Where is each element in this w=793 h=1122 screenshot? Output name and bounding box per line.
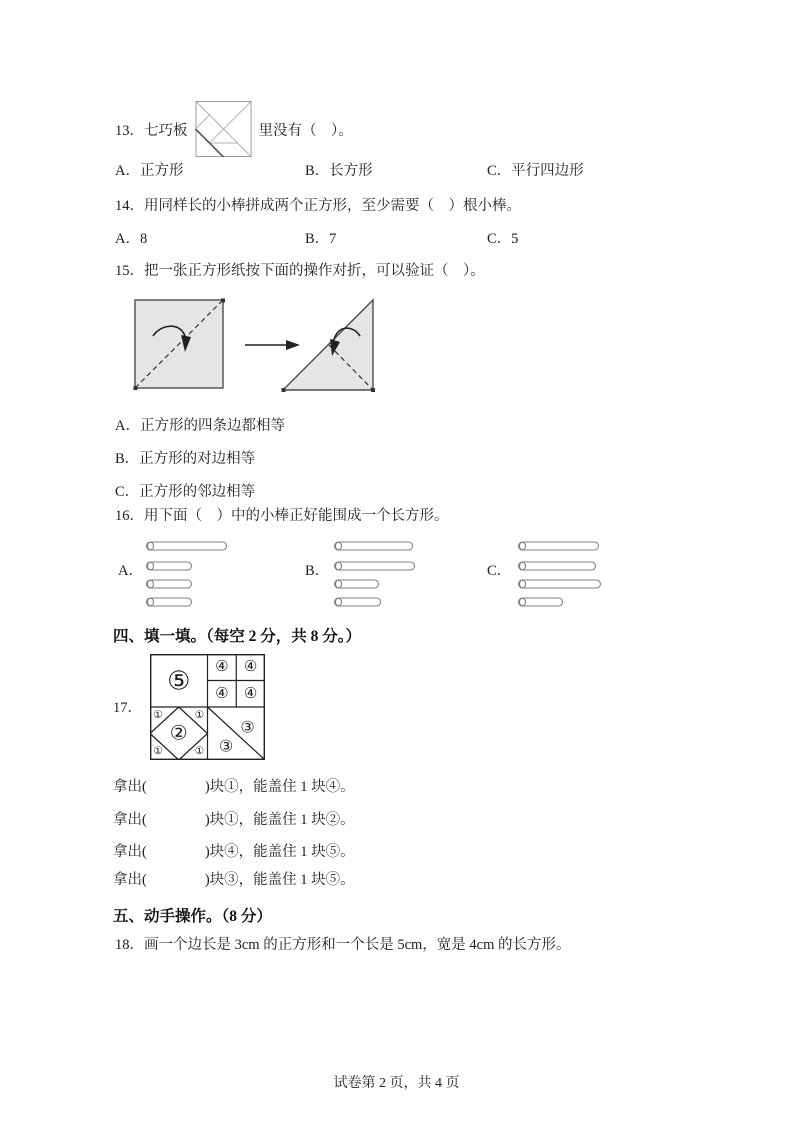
q15-option-b: B．正方形的对边相等 xyxy=(115,451,256,467)
sticks-group-b xyxy=(330,536,465,608)
q15-option-a: A．正方形的四条边都相等 xyxy=(115,418,285,434)
sticks-group-c xyxy=(514,536,649,608)
q17-line-3: 拿出( )块④，能盖住 1 块⑤。 xyxy=(113,844,355,860)
q17-line-2: 拿出( )块①，能盖住 1 块②。 xyxy=(113,812,355,828)
q15-option-c: C．正方形的邻边相等 xyxy=(115,484,256,500)
q17-line-4: 拿出( )块③，能盖住 1 块⑤。 xyxy=(113,872,355,888)
svg-text:③: ③ xyxy=(218,738,234,756)
question-18-text: 18．画一个边长是 3cm 的正方形和一个长是 5cm，宽是 4cm 的长方形。 xyxy=(115,937,571,953)
q14-option-b: B．7 xyxy=(305,231,337,247)
svg-text:②: ② xyxy=(169,722,188,745)
svg-text:④: ④ xyxy=(215,659,229,676)
svg-text:④: ④ xyxy=(243,659,258,676)
tangram-figure-icon xyxy=(195,101,252,157)
page-footer: 试卷第 2 页，共 4 页 xyxy=(333,1076,460,1091)
svg-text:①: ① xyxy=(153,710,163,721)
sticks-group-a xyxy=(142,536,277,608)
section-5-heading: 五、动手操作。（8 分） xyxy=(113,908,272,925)
question-15-text: 15．把一张正方形纸按下面的操作对折，可以验证（ ）。 xyxy=(115,263,485,279)
svg-text:③: ③ xyxy=(240,719,255,737)
q14-option-a: A．8 xyxy=(115,231,148,247)
question-13-suffix: 里没有（ ）。 xyxy=(258,122,353,139)
q13-option-c: C．平行四边形 xyxy=(487,163,584,179)
svg-text:①: ① xyxy=(194,746,205,757)
svg-text:①: ① xyxy=(153,746,163,757)
q16-group-b-label: B． xyxy=(305,563,330,579)
q13-option-a: A．正方形 xyxy=(115,163,184,179)
svg-text:④: ④ xyxy=(215,685,229,702)
q16-group-a-label: A． xyxy=(118,563,143,579)
section-4-heading: 四、填一填。（每空 2 分，共 8 分。） xyxy=(113,628,362,645)
question-16-text: 16．用下面（ ）中的小棒正好能围成一个长方形。 xyxy=(115,508,449,524)
question-13 xyxy=(115,100,353,158)
question-17-number: 17． xyxy=(113,700,142,716)
q13-option-b: B．长方形 xyxy=(305,163,373,179)
fold-square xyxy=(134,299,226,391)
tile-cover-figure xyxy=(150,654,265,760)
right-arrow-icon xyxy=(245,340,300,350)
question-14-text: 14．用同样长的小棒拼成两个正方形，至少需要（ ）根小棒。 xyxy=(115,198,521,214)
svg-text:①: ① xyxy=(194,710,205,721)
q17-line-1: 拿出( )块①，能盖住 1 块④。 xyxy=(113,779,355,795)
svg-text:④: ④ xyxy=(243,685,258,702)
q14-option-c: C．5 xyxy=(487,231,519,247)
q16-group-c-label: C． xyxy=(487,563,512,579)
svg-text:⑤: ⑤ xyxy=(167,666,191,696)
question-13-prefix: 13．七巧板 xyxy=(115,122,188,139)
fold-demo-figure xyxy=(133,296,378,396)
